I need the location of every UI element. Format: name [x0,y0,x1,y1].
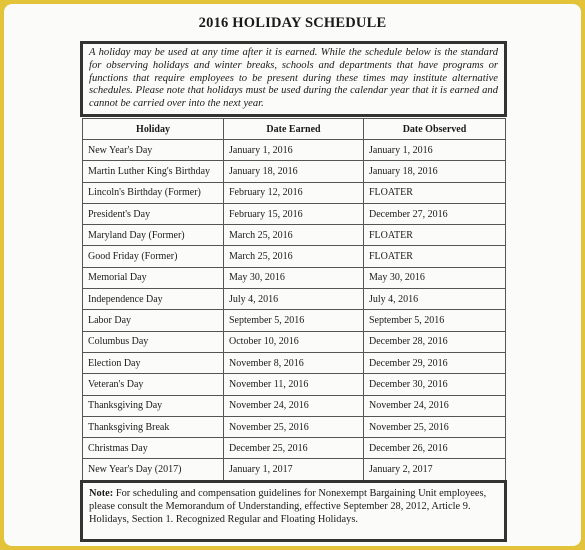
table-row [83,203,506,224]
date-observed: FLOATER [364,182,506,203]
table-row [83,182,506,203]
date-observed: January 2, 2017 [364,459,506,480]
date-observed: January 18, 2016 [364,161,506,182]
date-earned: November 8, 2016 [224,352,364,373]
date-earned: January 18, 2016 [224,161,364,182]
holiday-name: Martin Luther King's Birthday [83,161,224,182]
date-earned: July 4, 2016 [224,289,364,310]
holiday-name: Maryland Day (Former) [83,225,224,246]
table-row [83,140,506,161]
date-earned: September 5, 2016 [224,310,364,331]
date-observed: September 5, 2016 [364,310,506,331]
date-observed: December 27, 2016 [364,203,506,224]
holiday-name: Good Friday (Former) [83,246,224,267]
date-observed: January 1, 2016 [364,140,506,161]
holiday-name: Columbus Day [83,331,224,352]
date-earned: March 25, 2016 [224,225,364,246]
holiday-name: Thanksgiving Day [83,395,224,416]
holiday-name: New Year's Day [83,140,224,161]
footnote-box [80,480,507,542]
holiday-name: Memorial Day [83,267,224,288]
date-earned: November 25, 2016 [224,416,364,437]
date-observed: November 24, 2016 [364,395,506,416]
holiday-name: Thanksgiving Break [83,416,224,437]
table-row [83,395,506,416]
table-row [83,289,506,310]
date-earned: December 25, 2016 [224,438,364,459]
holiday-name: Labor Day [83,310,224,331]
holiday-name: President's Day [83,203,224,224]
date-observed: December 30, 2016 [364,374,506,395]
date-earned: January 1, 2016 [224,140,364,161]
table-row [83,459,506,480]
table-row [83,331,506,352]
table-row [83,438,506,459]
holiday-name: Christmas Day [83,438,224,459]
table-row [83,352,506,373]
date-observed: July 4, 2016 [364,289,506,310]
table-row [83,310,506,331]
column-header-holiday: Holiday [83,119,224,140]
date-earned: May 30, 2016 [224,267,364,288]
table-row [83,416,506,437]
holiday-name: Veteran's Day [83,374,224,395]
note-text: For scheduling and compensation guidelines for Nonexempt Bargaining Unit employees, please consult the Memorandum of Understanding, effective September 28, 2012, Article 9. Holidays, Section 1. Recognized Regular and Floating Holidays. [89,488,487,525]
date-earned: October 10, 2016 [224,331,364,352]
table-row [83,246,506,267]
table-row [83,161,506,182]
table-row [83,374,506,395]
date-earned: November 11, 2016 [224,374,364,395]
holiday-name: Lincoln's Birthday (Former) [83,182,224,203]
page-title: 2016 HOLIDAY SCHEDULE [198,15,387,31]
holiday-name: New Year's Day (2017) [83,459,224,480]
date-earned: January 1, 2017 [224,459,364,480]
intro-notice: A holiday may be used at any time after it is earned. While the schedule below is the standard for observing holidays and winter breaks, schools and departments that have programs or functions that require employees to be present during these times may institute alternative schedules. Please note that holidays must be used during the calendar year that it is earned and cannot be carried over into the next year. [80,41,507,117]
column-header-date-earned: Date Earned [224,119,364,140]
note-label: Note: [89,488,114,499]
table-header-row [83,119,506,140]
date-earned: March 25, 2016 [224,246,364,267]
date-observed: FLOATER [364,246,506,267]
date-earned: November 24, 2016 [224,395,364,416]
date-observed: November 25, 2016 [364,416,506,437]
date-observed: May 30, 2016 [364,267,506,288]
holiday-name: Independence Day [83,289,224,310]
table-row [83,225,506,246]
holiday-name: Election Day [83,352,224,373]
table-row [83,267,506,288]
date-earned: February 15, 2016 [224,203,364,224]
column-header-date-observed: Date Observed [364,119,506,140]
date-observed: FLOATER [364,225,506,246]
document-page [4,4,581,546]
date-observed: December 26, 2016 [364,438,506,459]
date-observed: December 29, 2016 [364,352,506,373]
date-earned: February 12, 2016 [224,182,364,203]
date-observed: December 28, 2016 [364,331,506,352]
holiday-table [82,118,506,481]
